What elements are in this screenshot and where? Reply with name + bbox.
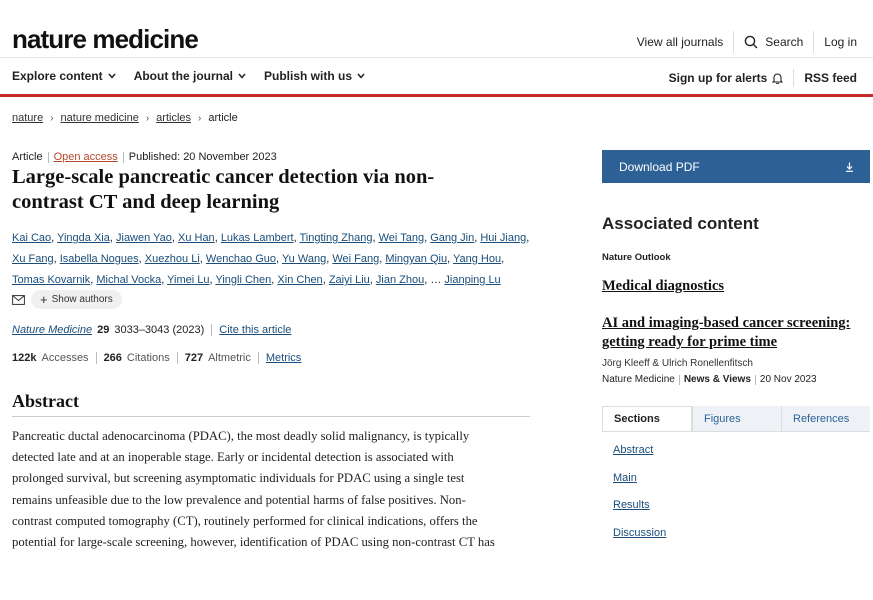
author-link[interactable]: Jiawen Yao [116, 232, 172, 244]
author-link[interactable]: Yu Wang [281, 253, 327, 265]
author-link[interactable]: Yang Hou [453, 253, 502, 265]
sidebar-tabs [602, 406, 870, 432]
publish-with-us-menu[interactable] [264, 69, 365, 83]
toc-main[interactable]: Main [613, 471, 637, 484]
author-link[interactable]: Tomas Kovarnik [12, 274, 91, 286]
tab-references[interactable]: References [781, 406, 870, 431]
author-list: Kai Cao, Yingda Xia, Jiawen Yao, Xu Han, Lukas Lambert, Tingting Zhang, Wei Tang, Gang Jin, Hui Jiang, Xu Fang, Isabella Nogues, Xuezhou Li, Wenchao Guo, Yu Wang, Wei Fang, Mingyan Qiu, Yang Hou, Tomas Kovarnik, Michal Vocka, Yimei Lu, Yingli Chen, Xin Chen, Zaiyi Liu, Jian Zhou, … Jianping Lu [12, 232, 530, 286]
divider [679, 375, 680, 385]
section-list [613, 444, 666, 554]
abstract-line: contrast computed tomography (CT), routinely performed for clinical indications, offers the [12, 513, 478, 528]
plus-icon: + [40, 291, 48, 307]
pages: 3033–3043 (2023) [114, 324, 205, 336]
related-journal: Nature Medicine [602, 374, 675, 385]
bell-icon [772, 72, 783, 84]
divider [48, 152, 49, 163]
article-title: Large-scale pancreatic cancer detection via non-contrast CT and deep learning [12, 166, 435, 213]
author-link[interactable]: Jianping Lu [444, 274, 501, 286]
article-type: Article [12, 151, 43, 163]
journal-link[interactable]: Nature Medicine [12, 324, 93, 336]
top-links [627, 31, 867, 53]
download-pdf-label: Download PDF [619, 159, 700, 174]
header-divider [0, 57, 873, 58]
chevron-right-icon: › [50, 112, 54, 124]
abstract-heading: Abstract [12, 391, 79, 411]
breadcrumb-current: article [208, 112, 238, 124]
author-link[interactable]: Xin Chen [277, 274, 323, 286]
chevron-right-icon: › [198, 112, 202, 124]
metrics-line [12, 352, 301, 364]
author-link[interactable]: Xu Fang [12, 253, 54, 265]
download-icon [845, 162, 854, 172]
author-link[interactable]: Michal Vocka [96, 274, 162, 286]
abstract-text [12, 426, 534, 553]
breadcrumb [12, 112, 238, 124]
show-authors-label: Show authors [51, 294, 113, 305]
site-logo[interactable]: nature medicine [12, 24, 198, 54]
author-link[interactable]: Yingli Chen [215, 274, 272, 286]
divider [211, 324, 212, 336]
about-journal-label: About the journal [133, 69, 234, 83]
related-date: 20 Nov 2023 [759, 374, 817, 385]
related-article-link[interactable]: AI and imaging-based cancer screening: getting ready for prime time [602, 315, 851, 350]
tab-figures[interactable]: Figures [692, 406, 781, 431]
altmetric-label: Altmetric [208, 352, 251, 364]
author-link[interactable]: Kai Cao [12, 232, 52, 244]
author-link[interactable]: Jian Zhou [375, 274, 425, 286]
cite-this-article-link[interactable]: Cite this article [219, 324, 292, 336]
author-link[interactable]: Zaiyi Liu [328, 274, 370, 286]
download-pdf-button[interactable] [602, 150, 870, 183]
breadcrumb-nature[interactable]: nature [12, 112, 44, 124]
accent-bar [0, 94, 873, 97]
search-button[interactable] [734, 35, 813, 49]
divider [96, 352, 97, 364]
related-type: News & Views [683, 374, 751, 385]
author-link[interactable]: Tingting Zhang [299, 232, 373, 244]
citation-line [12, 324, 291, 336]
volume: 29 [97, 324, 110, 336]
article-meta [12, 151, 277, 163]
breadcrumb-nature-medicine[interactable]: nature medicine [60, 112, 139, 124]
author-actions [12, 290, 122, 309]
author-ellipsis: … [430, 274, 442, 286]
author-link[interactable]: Wei Fang [332, 253, 380, 265]
associated-content-heading: Associated content [602, 214, 759, 233]
login-link[interactable]: Log in [824, 35, 857, 49]
related-authors: Jörg Kleeff & Ulrich Ronellenfitsch [602, 358, 753, 369]
divider [177, 352, 178, 364]
toc-discussion[interactable]: Discussion [613, 526, 667, 539]
author-link[interactable]: Mingyan Qiu [385, 253, 448, 265]
view-all-journals-link[interactable]: View all journals [636, 35, 724, 49]
explore-content-menu[interactable] [12, 69, 116, 83]
breadcrumb-articles[interactable]: articles [156, 112, 192, 124]
author-link[interactable]: Lukas Lambert [220, 232, 294, 244]
chevron-down-icon [108, 73, 116, 79]
nav-right [659, 69, 867, 87]
author-link[interactable]: Wei Tang [378, 232, 425, 244]
publish-with-us-label: Publish with us [264, 69, 353, 83]
search-icon [744, 35, 758, 49]
explore-content-label: Explore content [12, 69, 103, 83]
author-link[interactable]: Xuezhou Li [144, 253, 200, 265]
author-link[interactable]: Yingda Xia [57, 232, 110, 244]
divider [123, 152, 124, 163]
sign-up-alerts-label: Sign up for alerts [668, 71, 768, 85]
about-journal-menu[interactable] [134, 69, 246, 83]
author-link[interactable]: Isabella Nogues [59, 253, 139, 265]
author-link[interactable]: Hui Jiang [480, 232, 527, 244]
divider [258, 352, 259, 364]
altmetric-score: 727 [184, 352, 204, 364]
toc-abstract[interactable]: Abstract [613, 444, 654, 456]
citations-count: 266 [103, 352, 122, 364]
chevron-right-icon: › [145, 112, 150, 124]
author-link[interactable]: Yimei Lu [167, 274, 210, 286]
envelope-icon[interactable] [12, 295, 25, 305]
divider [755, 375, 756, 385]
author-link[interactable]: Wenchao Guo [205, 253, 277, 265]
abstract-line: detected late and at an inoperable stage. Early or incidental detection is associated with [12, 450, 454, 465]
metrics-link[interactable]: Metrics [265, 352, 302, 364]
rss-feed-link[interactable]: RSS feed [804, 71, 857, 85]
main-nav [12, 69, 365, 83]
abstract-line: Pancreatic ductal adenocarcinoma (PDAC), the most deadly solid malignancy, is typically [12, 429, 470, 443]
abstract-line: prolonged survival, but screening asymptomatic individuals for PDAC using a single test [12, 471, 465, 486]
toc-results[interactable]: Results [613, 499, 650, 511]
search-label: Search [765, 35, 804, 49]
published-date: Published: 20 November 2023 [128, 151, 277, 163]
abstract-divider [12, 416, 530, 417]
sign-up-alerts-link[interactable] [659, 71, 794, 85]
accesses-count: 122k [12, 352, 37, 364]
related-source [602, 374, 817, 385]
author-link[interactable]: Gang Jin [430, 232, 475, 244]
abstract-line: potential for large-scale screening, however, identification of PDAC using non-contrast CT has [12, 535, 495, 550]
chevron-down-icon [238, 73, 246, 79]
medical-diagnostics-link[interactable]: Medical diagnostics [602, 278, 725, 294]
chevron-down-icon [357, 73, 365, 79]
author-link[interactable]: Xu Han [177, 232, 215, 244]
accesses-label: Accesses [41, 352, 89, 364]
show-authors-button[interactable] [31, 290, 122, 309]
outlook-label: Nature Outlook [602, 252, 671, 263]
abstract-line: remains unfeasible due to the low prevalence and potential harms of false positives. Non- [12, 492, 466, 507]
citations-label: Citations [126, 352, 170, 364]
tab-sections[interactable]: Sections [602, 406, 692, 431]
open-access-link[interactable]: Open access [53, 151, 118, 163]
